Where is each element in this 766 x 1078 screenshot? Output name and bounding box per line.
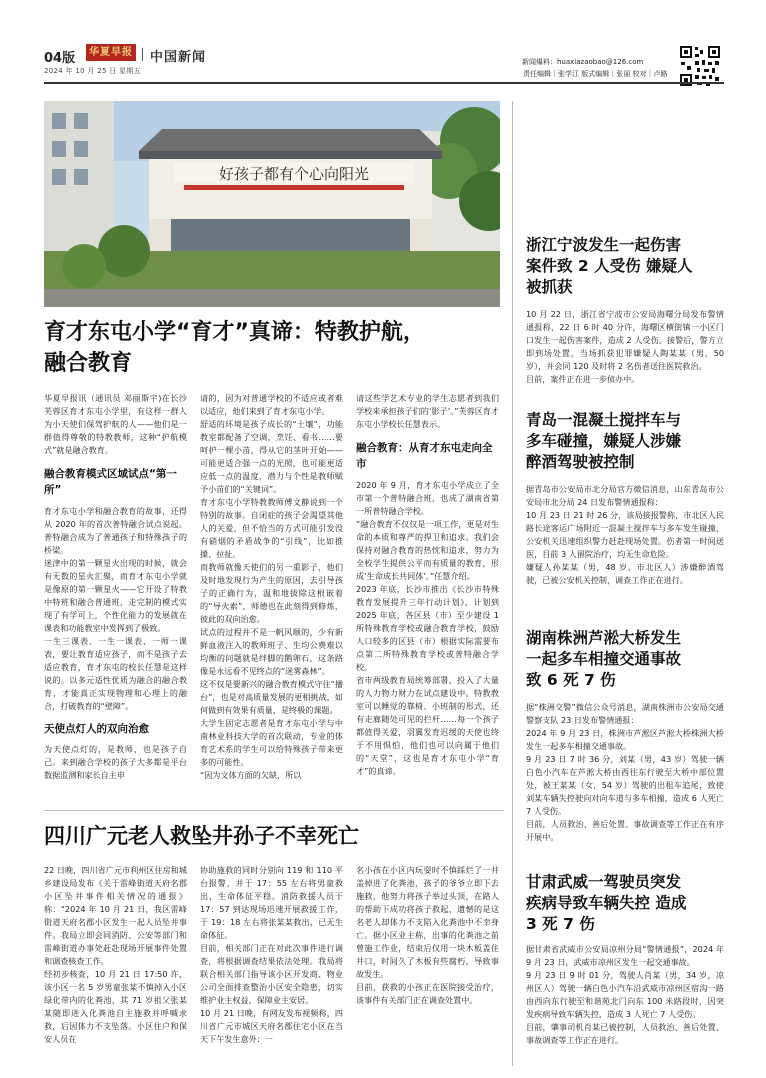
- subhead-angel: 天使点灯人的双向治愈: [44, 723, 149, 735]
- header-rule: [44, 82, 724, 84]
- issue-date: 2024 年 10 月 25 日 星期五: [44, 67, 141, 75]
- newspaper-logo: 华夏早报: [86, 44, 136, 61]
- lead-col1-body: 育才东屯小学和融合教育的故事，还得从 2020 年的首次普特融合试点说起。普特融合成为了普通孩子和特殊孩子的桥梁。 迷津中的第一颗星火出现的时候，就会有无数的星火汇聚，而育才东屯小学就是像原的第一颗星火——它开设了特教中特班和融合普通班，走完制的模式实现了有学可上，个性化能力的发展就在课表和功能教室中发挥到了极致。 一生三课表、一生一课表、一师一课表，要让教育适应孩子，而不是孩子去适应教育，育才东屯的校长任慧是这样说的。以多元适性优质为融合的融合教育，才能真正实现物理和心理上的融合，打破教育的“壁障”。: [44, 506, 187, 711]
- lead-column-3: [356, 392, 499, 778]
- brief4-body: 据甘肃省武威市公安局凉州分局“警情通报”，2024 年 9 月 23 日，武威市凉州区发生一起交通事故。 9 月 23 日 9 时 01 分，驾驶人肖某（男，34 岁，凉州区人）驾驶一辆白色小汽车沿武威市凉州区宿沟一路由西向东行驶至和谐苑北门向东 100 米路段时，因突发疾病导致车辆失控，造成 3 人死亡 7 人受伤。 目前，肇事司机肖某已被控制，人员救治、善后处置、事故调查等工作正在进行。: [526, 944, 724, 1045]
- brief1-body: 10 月 22 日，浙江省宁波市公安局海曙分局发布警情通报称，22 日 6 时 40 分许，海曙区横街镇一小区门口发生一起伤害案件，造成 2 人受伤。接警后，警方立即到场处置，当场抓获犯罪嫌疑人陶某某（男，50 岁），并会同 120 及时将 2 名伤者送往医院救治。 目前，案件正在进一步侦办中。: [526, 309, 724, 384]
- lead-intro: 华夏早报讯（通讯员 邓丽斯宇)在长沙芙蓉区育才东屯小学里，有这样一群人为小天使们保驾护航的人——他们是一群值得尊敬的特教教师，这种“护航模式”就是融合教育。: [44, 393, 187, 455]
- lead-col3-body2: 2020 年 9 月，育才东屯小学成立了全市第一个普特融合班，也成了湖南省第一所普特融合学校。 “融合教育不仅仅是一项工作，更是对生命的本质和尊严的捍卫和追求。我们会保持对融合教育的热忱和追求，努力为全校学生提供公平而有质量的教育，形成‘生命成长共同体’。”任慧介绍。 2023 年底，长沙市推出《长沙市特殊教育发展提升三年行动计划》，计划到 2025 年底，各区县（市）至少建设 1 所特殊教育学校或融合教育学校，鼓励人口较多的区县（市）根据实际需要布点第二所特殊教育学校或普特融合学校。 省市两级教育局统筹部署，投入了大量的人力物力财力在试点建设中。特教教室可以睡觉的靠椅、小班制的形式，还有走廊随处可见的拦杆……每一个孩子都值得关爱，羽翼发育迟缓的天使也终于不用惧怕，他们也可以向属于他们的“天堂”，这也是育才东屯小学“育才”的真谛。: [356, 480, 499, 776]
- gate-slogan: 好孩子都有个心向阳光: [218, 165, 370, 183]
- section-name: 中国新闻: [150, 46, 206, 65]
- lead-headline: 育才东屯小学“育才”真谛：特教护航， 融合教育: [44, 320, 425, 376]
- column-rule: [512, 101, 513, 1066]
- brief3-body: 据“株洲交警”微信公众号消息，湖南株洲市公安局交通警察支队 23 日发布警情通报： 2024 年 9 月 23 日，株洲市芦淞区芦淞大桥株洲大桥发生一起多车相撞交通事故。 9 月 23 日 7 时 36 分，刘某（男，43 岁）驾驶一辆白色小汽车在芦淞大桥由西往东行驶至大桥中部位置处，被王某某（女，54 岁）驾驶的出租车追尾，致使刘某车辆失控驶向对向车道与多车相撞，造成 6 人死亡 7 人受伤。 目前，人员救治、善后处置、事故调查等工作正在有序开展中。: [526, 702, 724, 842]
- brief3-headline: 湖南株洲芦淞大桥发生 一起多车相撞交通事故 致 6 死 7 伤: [526, 629, 682, 689]
- news-hotline: 新闻爆料：huaxiazaobao@126.com: [522, 58, 644, 66]
- brief1-headline: 浙江宁波发生一起伤害 案件致 2 人受伤 嫌疑人 被抓获: [526, 236, 693, 296]
- story2-col1: 22 日晚，四川省广元市利州区住房和城乡建设局发布《关于雷峰街道天府名郡小区坠井事件相关情况的通报》称：“2024 年 10 月 21 日，我区雷峰街道天府名郡小区发生一起人员坠井事件。我局立即会同消防、公安等部门和雷峰街道办事处赶赴现场开展事件处置和调查核查工作。 经初步核查，10 月 21 日 17:50 许，该小区一名 5 岁男童张某不慎掉入小区绿化带内的化粪池，其 71 岁祖父张某某随即进入化粪池自主施救并呼喊求救，后因体力不支坠落。小区住户和保安人员在: [44, 865, 187, 1044]
- lead-col3-body: 请这些学艺术专业的学生志愿者到我们学校来承担孩子们的‘影子’。”芙蓉区育才东屯小学校长任慧表示。: [356, 393, 499, 429]
- story2-col3: 名小孩在小区内玩耍时不慎踩烂了一井盖掉进了化粪池，孩子的爷爷立即下去施救，他努力将孩子举过头顶，在路人的帮助下成功将孩子救起，遗憾的是这名老人却体力不支陷入化粪池中不幸身亡。据小区业主称，出事的化粪池之前曾施工作业，结束后仅用一块木板盖住井口，时间久了木板有些腐朽，导致事故发生。 目前，获救的小孩正在医院接受治疗，该事件有关部门正在调查处置中。: [356, 865, 499, 1005]
- school-gate-photo: [44, 101, 500, 307]
- lead-column-2: [200, 392, 343, 782]
- subhead-citywide: 融合教育：从育才东屯走向全市: [356, 442, 493, 470]
- page-number: 04版: [44, 51, 76, 66]
- lead-col1-tail: 为天使点灯的，是教师，也是孩子自己。来到融合学校的孩子大多都是平台数据监测和家长自主申: [44, 744, 187, 780]
- story2-headline: 四川广元老人救坠井孙子不幸死亡: [44, 824, 359, 848]
- lead-column-1: [44, 392, 187, 782]
- story2-col2: 协助施救的同时分别向 119 和 110 平台报警，并于 17：55 左右将男童救出，生命体征平稳。消防救援人员于 17：57 到达现场迅速开展救援工作，于 19：18 左右将张某某救出，已无生命体征。 目前，相关部门正在对此次事件进行调查，将根据调查结果依法处理。我局将联合相关部门指导该小区开发商、物业公司全面排查整治小区安全隐患，切实维护业主权益，保障业主安居。 10 月 21 日晚，有网友发布视频称，四川省广元市城区天府名郡住宅小区在当天下午发生意外：一: [200, 865, 343, 1044]
- brief2-body: 据青岛市公安局市北分局官方微信消息，山东青岛市公安局市北分局 24 日发布警情通报称： 10 月 23 日 21 时 26 分，该局接报警称，市北区人民路长途客运广场附近一混凝土搅拌车与多车发生碰撞，公安机关迅速组织警力赶赴现场处置。伤者第一时间送医，目前 3 人留院治疗，均无生命危险。 嫌疑人孙某某（男，48 岁，市北区人）涉嫌醉酒驾驶，已被公安机关控制，调查工作正在进行。: [526, 484, 724, 585]
- brief2-headline: 青岛一混凝土搅拌车与 多车碰撞，嫌疑人涉嫌 醉酒驾驶被控制: [526, 411, 682, 471]
- brief4-headline: 甘肃武威一驾驶员突发 疾病导致车辆失控 造成 3 死 7 伤: [526, 873, 687, 933]
- lead-col2-body: 请的，因为对普通学校的不适应或者难以适应，他们来到了育才东屯小学。 舒适的环境是孩子成长的“土壤”，功能教室都配备了空调，烹饪、看书……要呵护一棵小苗，得从它的茎叶开始——可能更适合强一点的光照，也可能更适应低一点的温度，潜力与个性是教师赋予小苗们的“关键词”。 育才东屯小学特教教师傅文静说到一个特别的故事。自闭症的孩子会渴望其他人的关爱，但不恰当的方式可能引发没有硝烟的矛盾战争的“引线”，比如推搡、拉扯。 而教师就像天使们的另一重影子，他们及时地发现行为产生的原因，去引导孩子的正确行为，温和地拔除这根嵌着的“导火索”，师德也在此刻得到修炼，彼此的双向治愈。 试点的过程并不是一帆风顺的，少有新鲜血液注入的教师班子、生均公费难以均衡的问题就是绊脚的鹅卵石，这条路像是永远看不见终点的“迷雾森林”。 这不仅是要新兴的融合教育模式守住“播台”，也是对高质量发展的更相挑战，如何做到有效果有质量，是终极的课题。 大学生固定志愿者是育才东屯小学与中南林业科技大学的首次联动，专业的体育艺术系的学生可以给特殊孩子带来更多的可能性。 “因为文体方面的欠缺，所以: [200, 393, 343, 780]
- subhead-pilot: 融合教育模式区域试点“第一所”: [44, 468, 177, 496]
- story-divider: [44, 810, 504, 811]
- editor-credits: 责任编辑｜张学江 版式编辑｜张丽 校对｜卢路: [523, 70, 668, 78]
